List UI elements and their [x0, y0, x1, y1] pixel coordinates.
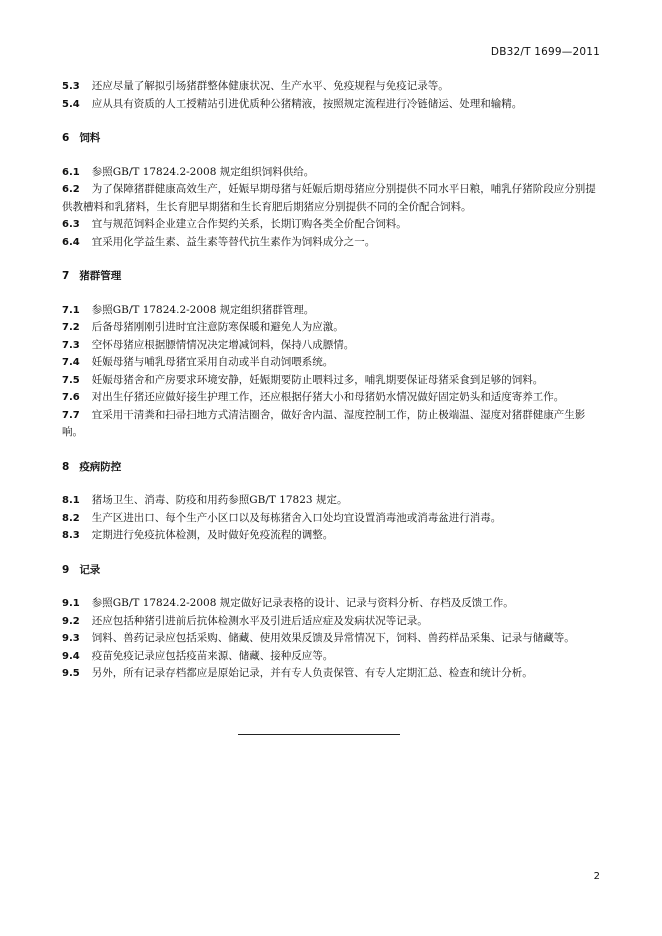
clause-text: 生产区进出口、每个生产小区口以及每栋猪舍入口处均宜设置消毒池或消毒盆进行消毒。 — [91, 511, 502, 524]
section-title: 饲料 — [79, 132, 101, 144]
clause-number: 8.3 — [62, 530, 80, 541]
clause-number: 6.1 — [62, 166, 80, 178]
section-gap — [62, 286, 600, 302]
clause-text: 空怀母猪应根据膘情情况决定增减饲料，保持八成膘情。 — [91, 338, 355, 351]
clause-number: 9.4 — [62, 650, 80, 662]
clause-text: 宜采用化学益生素、益生素等替代抗生素作为饲料成分之一。 — [91, 235, 376, 248]
clause-number: 8.2 — [62, 512, 80, 524]
clause-item — [62, 527, 600, 545]
clause-text: 妊娠母猪舍和产房要求环境安静，妊娠期要防止喂料过多，哺乳期要保证母猪采食到足够的饲料。 — [91, 373, 544, 386]
section-heading — [62, 130, 600, 148]
clause-item — [62, 630, 600, 648]
section-title: 记录 — [79, 563, 101, 576]
clause-item — [62, 216, 600, 234]
clause-number: 7.7 — [62, 409, 80, 421]
section-gap — [62, 148, 600, 164]
clause-text: 还应尽量了解拟引场猪群整体健康状况、生产水平、免疫规程与免疫记录等。 — [91, 80, 449, 92]
clause-item — [62, 319, 600, 337]
section-number: 6 — [62, 132, 70, 144]
document-code-header: DB32/T 1699—2011 — [490, 46, 600, 58]
clause-item — [62, 181, 600, 216]
clause-item — [62, 665, 600, 683]
section-number: 9 — [62, 563, 70, 576]
clause-number: 8.1 — [62, 495, 80, 506]
clause-number: 6.3 — [62, 219, 80, 230]
clause-item — [62, 302, 600, 320]
clause-number: 7.5 — [62, 374, 80, 386]
clause-text: 另外，所有记录存档都应是原始记录，并有专人负责保管、有专人定期汇总、检查和统计分析。 — [91, 667, 533, 679]
clause-number: 7.3 — [62, 339, 80, 351]
section-title: 疫病防控 — [79, 460, 122, 473]
clause-item — [62, 234, 600, 252]
clause-text: 妊娠母猪与哺乳母猪宜采用自动或半自动饲喂系统。 — [91, 356, 334, 368]
section-gap — [62, 476, 600, 492]
clause-text: 宜采用干清粪和扫帚扫地方式清洁圈舍，做好舍内温、湿度控制工作，防止极端温、湿度对猪群健康产生影响。 — [62, 408, 586, 438]
clause-text: 还应包括种猪引进前后抗体检测水平及引进后适应症及发病状况等记录。 — [91, 614, 428, 627]
clause-text: 应从具有资质的人工授精站引进优质种公猪精液，按照规定流程进行冷链储运、处理和输精。 — [91, 97, 523, 110]
clause-text: 对出生仔猪还应做好接生护理工作，还应根据仔猪大小和母猪奶水情况做好固定奶头和适度寄养工作。 — [91, 391, 565, 403]
clause-item — [62, 595, 600, 613]
clause-item — [62, 510, 600, 528]
clause-number: 9.3 — [62, 633, 80, 644]
clause-text: 饲料、兽药记录应包括采购、储藏、使用效果反馈及异常情况下，饲料、兽药样品采集、记录与储藏等。 — [91, 632, 575, 644]
section-heading — [62, 562, 600, 580]
document-body — [62, 78, 600, 683]
section-title: 猪群管理 — [79, 270, 122, 282]
clause-text: 猪场卫生、消毒、防疫和用药参照GB/T 17823 规定。 — [91, 494, 348, 506]
clause-item — [62, 389, 600, 407]
clause-text: 后备母猪刚刚引进时宜注意防寒保暖和避免人为应激。 — [91, 321, 344, 333]
page-number: 2 — [593, 871, 600, 882]
section-number: 8 — [62, 460, 70, 473]
section-number: 7 — [62, 270, 70, 282]
clause-number: 7.1 — [62, 304, 80, 316]
clause-text: 为了保障猪群健康高效生产，妊娠早期母猪与妊娠后期母猪应分别提供不同水平日粮，哺乳仔猪阶段应分别提供教槽料和乳猪料，生长育肥早期猪和生长育肥后期猪应分别提供不同的全价配合饲料。 — [62, 183, 596, 213]
clause-text: 疫苗免疫记录应包括疫苗来源、储藏、接种反应等。 — [91, 649, 334, 662]
clause-number: 9.1 — [62, 598, 80, 609]
clause-text: 宜与规范饲料企业建立合作契约关系，长期订购各类全价配合饲料。 — [91, 218, 407, 230]
clause-text: 参照GB/T 17824.2-2008 规定组织猪群管理。 — [91, 303, 315, 316]
clause-text: 参照GB/T 17824.2-2008 规定组织饲料供给。 — [91, 165, 315, 178]
clause-number: 6.4 — [62, 236, 80, 248]
clause-number: 6.2 — [62, 184, 80, 195]
clause-item — [62, 407, 600, 442]
section-gap — [62, 579, 600, 595]
clause-item — [62, 96, 600, 114]
clause-number: 9.2 — [62, 615, 80, 627]
clause-number: 7.4 — [62, 357, 80, 368]
section-gap — [62, 442, 600, 459]
clause-item — [62, 354, 600, 372]
clause-text: 参照GB/T 17824.2-2008 规定做好记录表格的设计、记录与资料分析、存档及反馈工作。 — [91, 597, 514, 609]
section-heading — [62, 459, 600, 477]
section-gap — [62, 251, 600, 268]
clause-number: 7.6 — [62, 392, 80, 403]
clause-number: 9.5 — [62, 668, 80, 679]
section-gap — [62, 545, 600, 562]
clause-item — [62, 78, 600, 96]
section-gap — [62, 113, 600, 130]
clause-number: 7.2 — [62, 322, 80, 333]
clause-item — [62, 648, 600, 666]
clause-number: 5.3 — [62, 81, 80, 92]
end-rule — [238, 734, 400, 735]
clause-item — [62, 372, 600, 390]
clause-text: 定期进行免疫抗体检测，及时做好免疫流程的调整。 — [91, 529, 334, 541]
section-heading — [62, 268, 600, 286]
clause-item — [62, 492, 600, 510]
clause-item — [62, 613, 600, 631]
clause-item — [62, 337, 600, 355]
clause-number: 5.4 — [62, 98, 80, 110]
clause-item — [62, 164, 600, 182]
